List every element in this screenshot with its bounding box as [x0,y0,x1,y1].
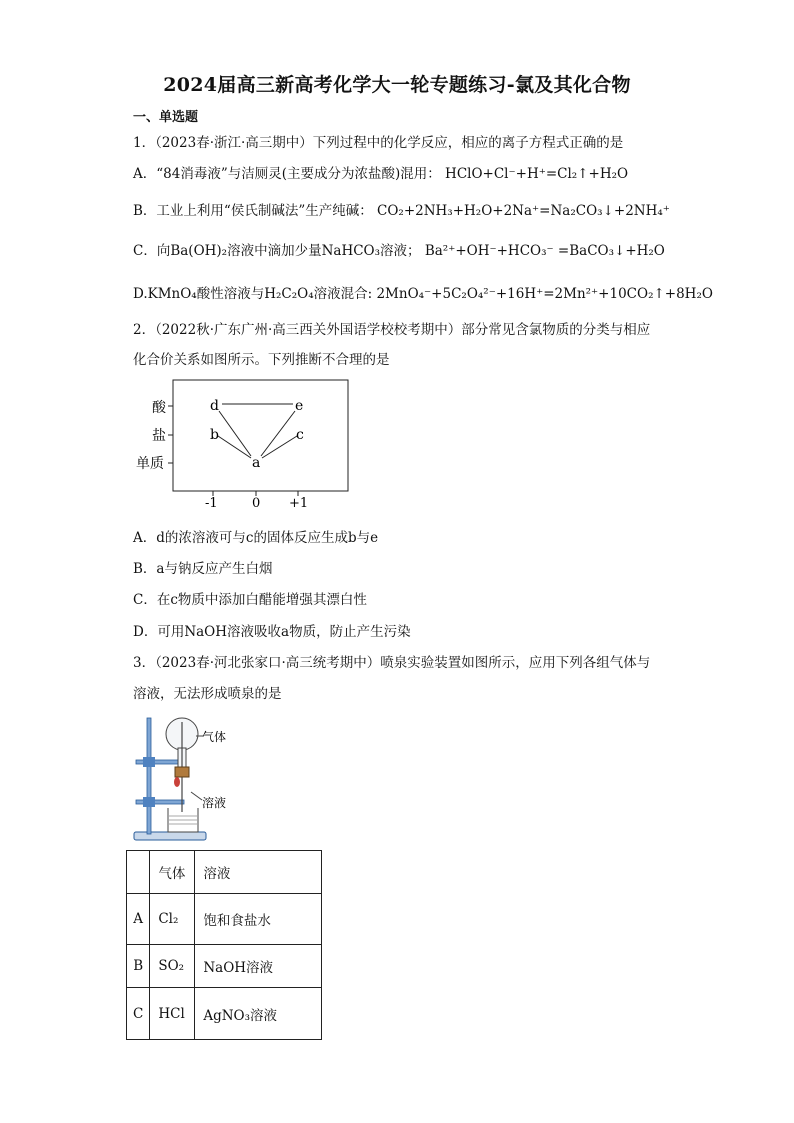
x-label-0: 0 [252,496,261,511]
x-label-neg1: -1 [205,496,218,511]
q1-option-c: C．向Ba(OH)₂溶液中滴加少量NaHCO₃溶液； Ba²⁺+OH⁻+HCO₃⁻ =BaCO₃↓+H₂O [133,243,665,259]
q1-option-a: A．“84消毒液”与洁厕灵(主要成分为浓盐酸)混用： HClO+Cl⁻+H⁺=Cl₂↑+H₂O [133,166,629,182]
table-header-cell: 气体 [150,851,195,894]
gas-label: 气体 [202,730,227,744]
q3-stem-line2: 溶液，无法形成喷泉的是 [133,686,282,702]
y-label-acid: 酸 [152,400,166,416]
y-label-element: 单质 [136,456,164,472]
q2-option-c: C．在c物质中添加白醋能增强其漂白性 [133,592,367,608]
solution-label: 溶液 [202,796,227,810]
table-cell: AgNO₃溶液 [195,988,322,1040]
q2-option-d: D．可用NaOH溶液吸收a物质，防止产生污染 [133,624,411,640]
table-cell: Cl₂ [150,894,195,945]
y-label-salt: 盐 [152,428,166,444]
q1-stem: 1．（2023春·浙江·高三期中）下列过程中的化学反应，相应的离子方程式正确的是 [133,135,624,151]
table-row [127,988,322,1040]
table-cell: B [127,945,150,988]
q3-stem-line1: 3．（2023春·河北张家口·高三统考期中）喷泉实验装置如图所示，应用下列各组气体与 [133,655,651,671]
table-cell: SO₂ [150,945,195,988]
point-d: d [210,398,219,414]
q3-options-table [126,850,322,1040]
table-cell: HCl [150,988,195,1040]
table-cell: NaOH溶液 [195,945,322,988]
point-c: c [296,427,304,443]
table-cell: 饱和食盐水 [195,894,322,945]
table-cell: A [127,894,150,945]
table-row [127,894,322,945]
table-header-cell [127,851,150,894]
section-heading: 一、单选题 [133,110,199,125]
q1-option-b: B．工业上利用“侯氏制碱法”生产纯碱： CO₂+2NH₃+H₂O+2Na⁺=Na₂CO₃↓+2NH₄⁺ [133,203,670,219]
q2-stem-line1: 2．（2022秋·广东广州·高三西关外国语学校校考期中）部分常见含氯物质的分类与相应 [133,322,651,338]
table-cell: C [127,988,150,1040]
page-title: 2024届高三新高考化学大一轮专题练习-氯及其化合物 [163,74,631,96]
q2-stem-line2: 化合价关系如图所示。下列推断不合理的是 [133,352,390,368]
q1-option-d: D.KMnO₄酸性溶液与H₂C₂O₄溶液混合: 2MnO₄⁻+5C₂O₄²⁻+16H⁺=2Mn²⁺+10CO₂↑+8H₂O [133,286,713,302]
x-label-pos1: +1 [289,496,309,511]
point-a: a [252,455,261,471]
q2-option-a: A．d的浓溶液可与c的固体反应生成b与e [133,530,379,546]
table-row [127,945,322,988]
point-b: b [210,427,219,443]
table-header-row [127,851,322,894]
table-header-cell: 溶液 [195,851,322,894]
point-e: e [295,398,304,414]
valence-class-chart [130,374,355,514]
q2-option-b: B．a与钠反应产生白烟 [133,561,273,577]
fountain-apparatus-figure [126,712,246,844]
